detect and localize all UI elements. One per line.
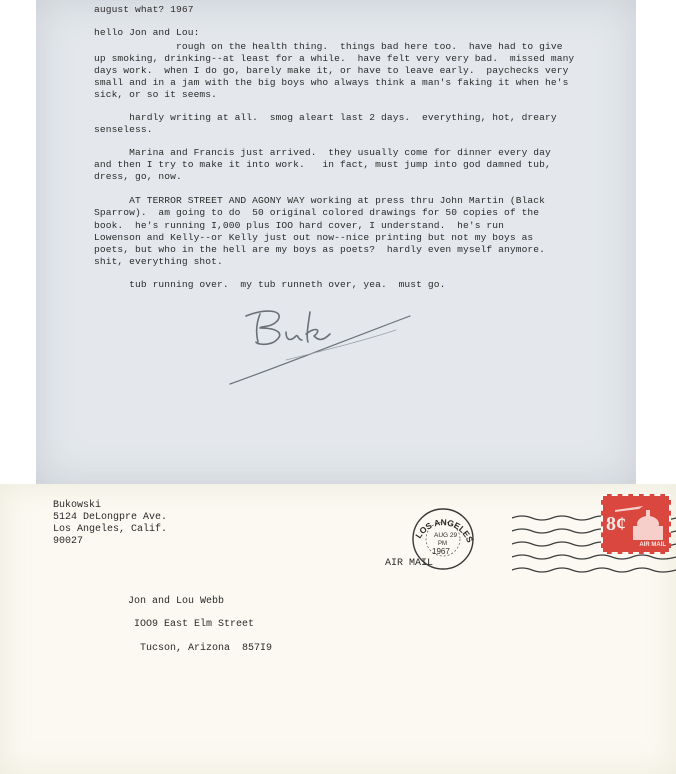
letter-line: days work. when I do go, barely make it, or have to leave early. paychecks very bbox=[94, 65, 569, 76]
letter-line: senseless. bbox=[94, 124, 153, 135]
letter-line: hardly writing at all. smog aleart last 2 days. everything, hot, dreary bbox=[94, 112, 557, 123]
letter-line: Lowenson and Kelly--or Kelly just out now--nice printing but not my boys as bbox=[94, 232, 534, 243]
return-address-line: Bukowski bbox=[53, 500, 102, 511]
return-address-line: Los Angeles, Calif. bbox=[53, 524, 168, 535]
letter-line: AT TERROR STREET AND AGONY WAY working at press thru John Martin (Black bbox=[94, 195, 546, 206]
letter-sheet bbox=[36, 0, 636, 484]
stamp-value: 8¢ bbox=[606, 513, 626, 535]
postmark-time: PM bbox=[438, 541, 447, 547]
letter-line: book. he's running I,000 plus IOO hard cover, I understand. he's run bbox=[94, 220, 505, 231]
letter-line: Marina and Francis just arrived. they usually come for dinner every day bbox=[94, 147, 551, 158]
recipient-city: Tucson, Arizona 857I9 bbox=[140, 643, 273, 654]
letter-line: tub running over. my tub runneth over, yea. must go. bbox=[94, 279, 446, 290]
postage-stamp bbox=[601, 494, 671, 554]
return-address-line: 90027 bbox=[53, 536, 84, 547]
letter-line: sick, or so it seems. bbox=[94, 89, 218, 100]
return-address-line: 5124 DeLongpre Ave. bbox=[53, 512, 168, 523]
signature bbox=[226, 300, 416, 390]
recipient-name: Jon and Lou Webb bbox=[128, 596, 225, 607]
letter-line: Sparrow). am going to do 50 original colored drawings for 50 copies of the bbox=[94, 207, 540, 218]
recipient-street: IOO9 East Elm Street bbox=[134, 619, 255, 630]
letter-salutation: hello Jon and Lou: bbox=[94, 27, 200, 38]
postmark-year: 1967 bbox=[432, 547, 450, 556]
air-mail-label: AIR MAIL bbox=[385, 558, 434, 569]
letter-line: shit, everything shot. bbox=[94, 256, 223, 267]
letter-line: poets, but who in the hell are my boys as poets? hardly even myself anymore. bbox=[94, 244, 546, 255]
postmark-date: AUG 29 bbox=[434, 532, 458, 539]
postmark-city: LOS ANGELES bbox=[413, 517, 476, 544]
letter-line: small and in a jam with the big boys who always think a man's faking it when he's bbox=[94, 77, 569, 88]
letter-line: rough on the health thing. things bad here too. have had to give bbox=[94, 41, 563, 52]
stamp-label: AIR MAIL bbox=[639, 542, 666, 548]
letter-line: dress, go, now. bbox=[94, 171, 182, 182]
envelope bbox=[0, 484, 676, 774]
letter-date: august what? 1967 bbox=[94, 4, 194, 15]
letter-line: and then I try to make it into work. in fact, must jump into god damned tub, bbox=[94, 159, 551, 170]
letter-line: up smoking, drinking--at least for a while. have felt very very bad. missed many bbox=[94, 53, 575, 64]
